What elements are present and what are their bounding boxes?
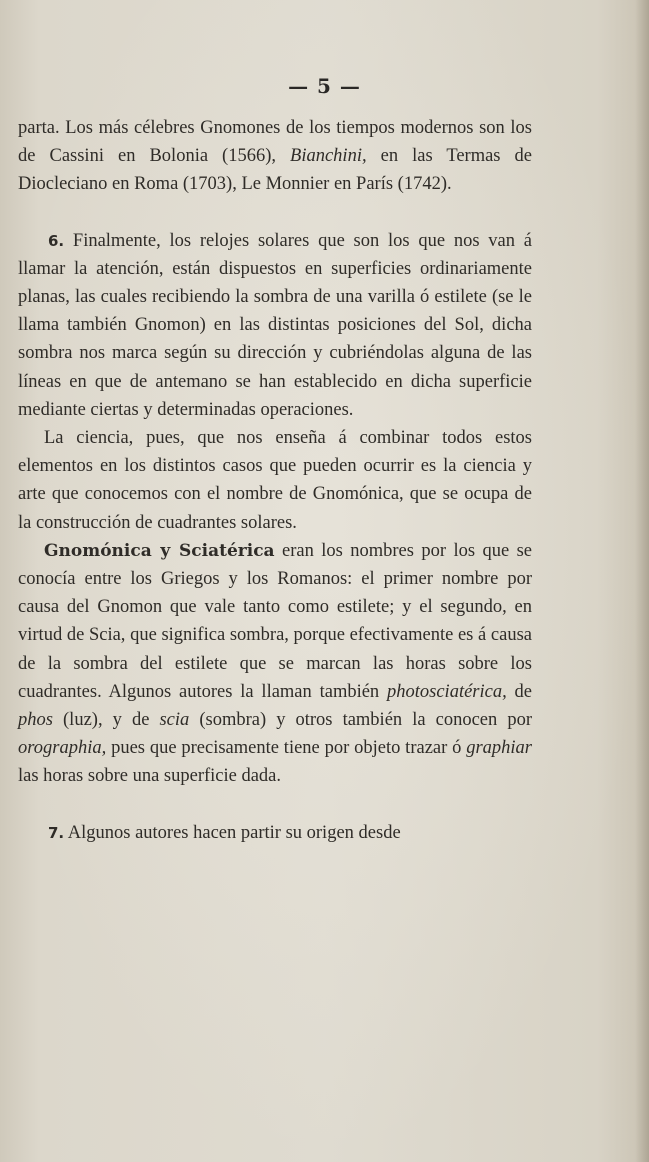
paragraph-gnomonica-text-5: pues que precisamente tiene por objeto trazar ó <box>106 738 467 759</box>
page-number: — 5 — <box>288 74 361 98</box>
page-edge-shadow <box>635 0 649 1162</box>
term-phos: phos <box>18 710 53 731</box>
term-orographia: orographia, <box>18 738 107 759</box>
paragraph-gnomones-text-2: en las Termas de Diocleciano en Roma (1703), Le Monnier en París (1742). <box>18 146 532 195</box>
paragraph-spacer-2 <box>18 791 532 819</box>
paragraph-6 <box>18 227 532 424</box>
paragraph-ciencia <box>18 424 532 537</box>
paragraph-gnomonica-text-4: (sombra) y otros también la conocen por <box>189 710 532 731</box>
paragraph-gnomonica-text-6: las horas sobre una superficie dada. <box>18 766 282 787</box>
paragraph-ciencia-text: La ciencia, pues, que nos enseña á combinar todos estos elementos en los distintos casos que pueden ocurrir es la ciencia y arte que conocemos con el nombre de Gnomónica, que se ocupa de la construcción de cuadrantes solares. <box>18 428 532 533</box>
paragraph-gnomonica-text-3: (luz), y de <box>52 710 160 731</box>
term-photosciaterica: photosciatérica, <box>387 681 507 702</box>
paragraph-6-number: 6. <box>48 231 65 250</box>
paragraph-gnomones <box>18 114 532 199</box>
paragraph-gnomonica-text-1: eran los nombres por los que se conocía entre los Griegos y los Romanos: el primer nombre por causa del Gnomon que vale tanto como estilete; y el segundo, en virtud de Scia, que significa sombra, porque efectivamente es á causa de la sombra del estilete que se marcan las horas sobre los cuadrantes. Algunos autores la llaman también <box>18 540 532 702</box>
term-gnomonica-sciaterica: Gnomónica y Sciatérica <box>44 540 275 561</box>
paragraph-7-number: 7. <box>48 823 65 842</box>
paragraph-gnomones-italic-bianchini: Bianchini, <box>290 146 367 167</box>
paragraph-gnomonica <box>18 537 532 791</box>
paragraph-gnomones-text: parta. Los más célebres Gnomones de los tiempos modernos son los de Cassini en Bolonia (1566), <box>18 118 532 167</box>
page-body <box>18 114 532 847</box>
paragraph-6-text: Finalmente, los relojes solares que son los que nos van á llamar la atención, están dispuestos en superficies ordinariamente planas, las cuales recibiendo la sombra de una varilla ó estilete (se le llama también Gnomon) en las distintas posiciones del Sol, dicha sombra nos marca según su dirección y cubriéndolas alguna de las líneas en que de antemano se han establecido en dicha superficie mediante ciertas y determinadas operaciones. <box>18 230 532 420</box>
term-graphiar: graphiar <box>466 738 532 759</box>
term-scia: scia <box>159 710 190 731</box>
paragraph-gnomonica-text-2: de <box>506 681 532 702</box>
paragraph-7 <box>18 819 532 847</box>
paragraph-spacer <box>18 199 532 227</box>
paragraph-7-text: Algunos autores hacen partir su origen desde <box>67 822 401 843</box>
